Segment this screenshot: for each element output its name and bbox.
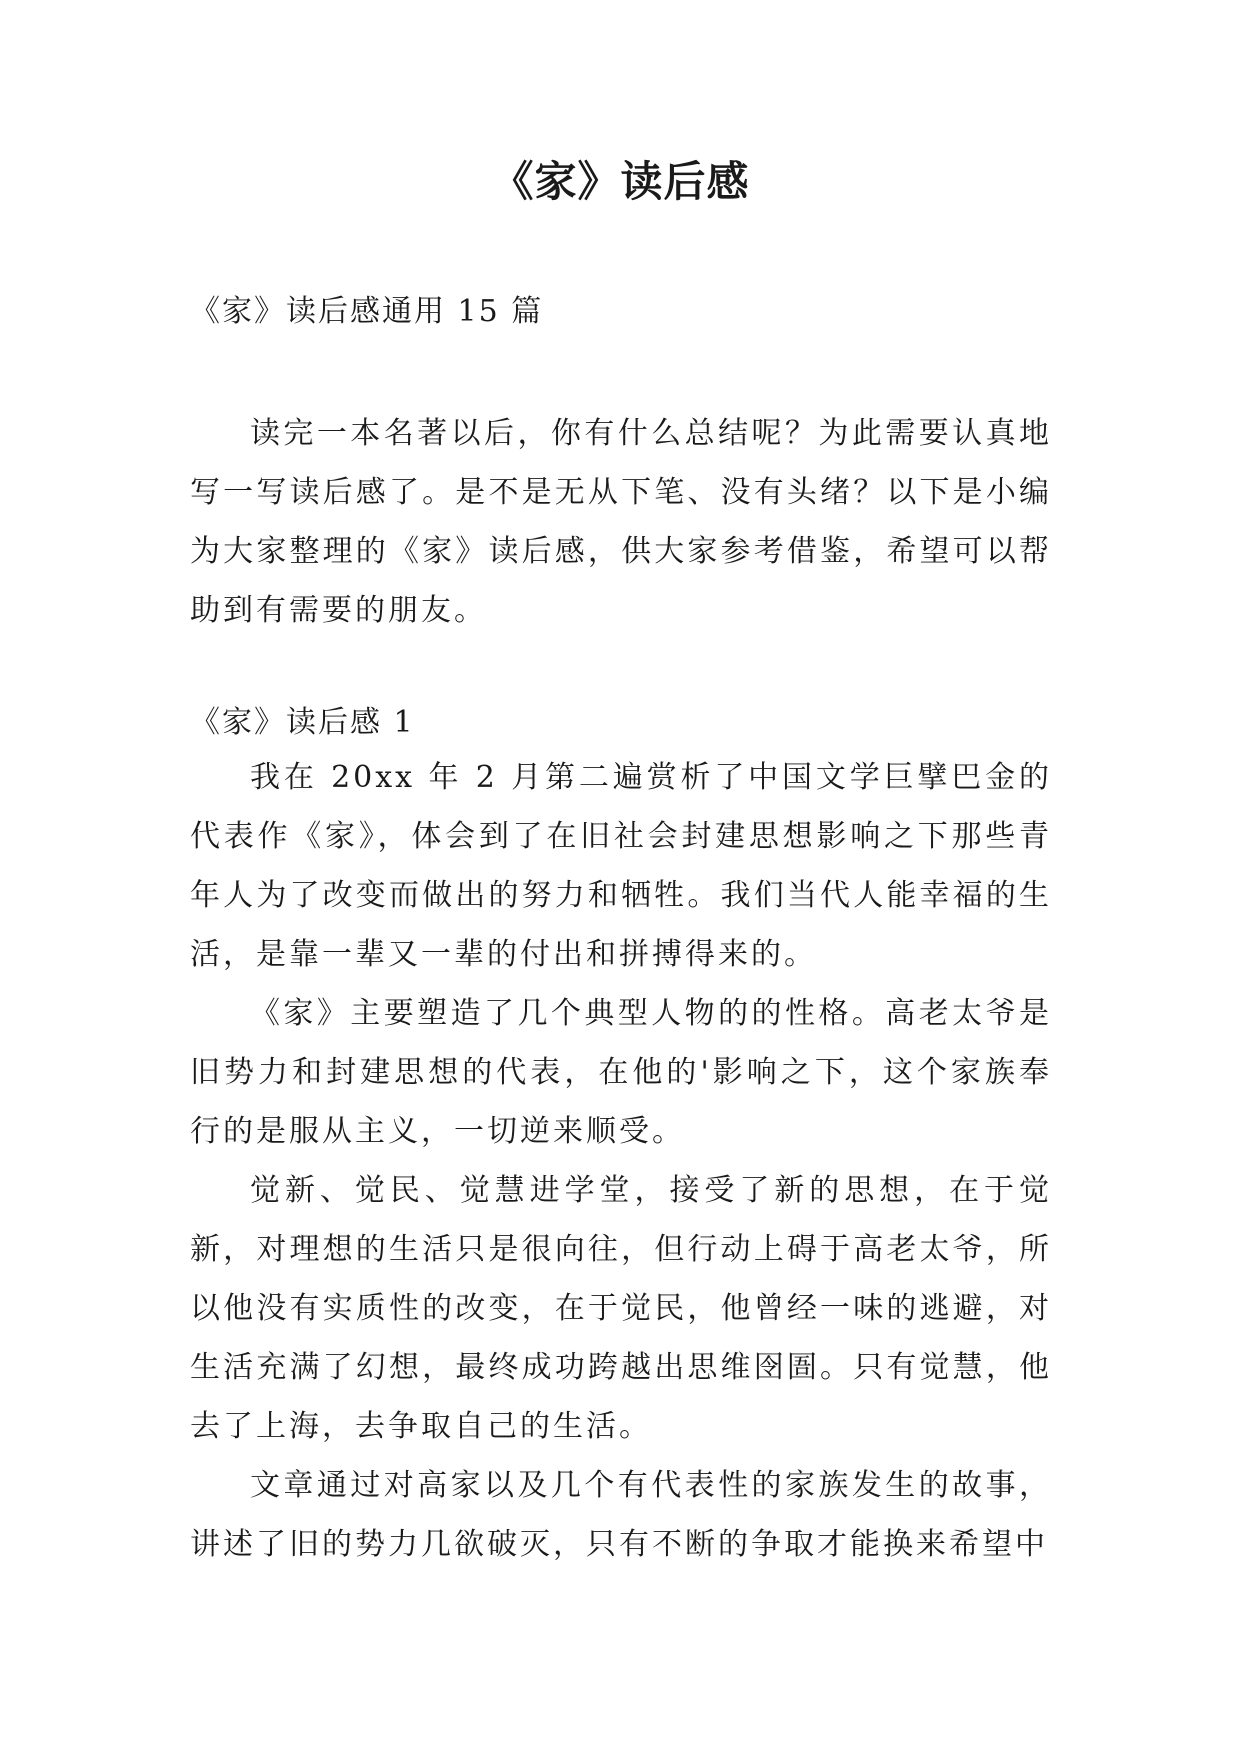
section-heading-1: 《家》读后感 1 bbox=[190, 705, 415, 740]
body-paragraph: 我在 20xx 年 2 月第二遍赏析了中国文学巨擘巴金的代表作《家》，体会到了在旧社会封建思想影响之下那些青年人为了改变而做出的努力和牺牲。我们当代人能幸福的生活，是靠一辈又一辈的付出和拼搏得来的。 bbox=[190, 760, 1052, 972]
intro-paragraph: 读完一本名著以后，你有什么总结呢？为此需要认真地写一写读后感了。是不是无从下笔、没有头绪？以下是小编为大家整理的《家》读后感，供大家参考借鉴，希望可以帮助到有需要的朋友。 bbox=[190, 416, 1052, 628]
intro-block bbox=[190, 404, 1052, 640]
document-title: 《家》读后感 bbox=[491, 157, 750, 206]
body-paragraph: 文章通过对高家以及几个有代表性的家族发生的故事，讲述了旧的势力几欲破灭，只有不断的争取才能换来希望中 bbox=[190, 1468, 1052, 1562]
document-subtitle: 《家》读后感通用 15 篇 bbox=[190, 294, 544, 329]
body-paragraph: 《家》主要塑造了几个典型人物的的性格。高老太爷是旧势力和封建思想的代表，在他的'影响之下，这个家族奉行的是服从主义，一切逆来顺受。 bbox=[190, 996, 1052, 1149]
section-body-1 bbox=[190, 748, 1052, 1574]
body-paragraph: 觉新、觉民、觉慧进学堂，接受了新的思想，在于觉新，对理想的生活只是很向往，但行动上碍于高老太爷，所以他没有实质性的改变，在于觉民，他曾经一味的逃避，对生活充满了幻想，最终成功跨越出思维囹圄。只有觉慧，他去了上海，去争取自己的生活。 bbox=[190, 1173, 1052, 1444]
